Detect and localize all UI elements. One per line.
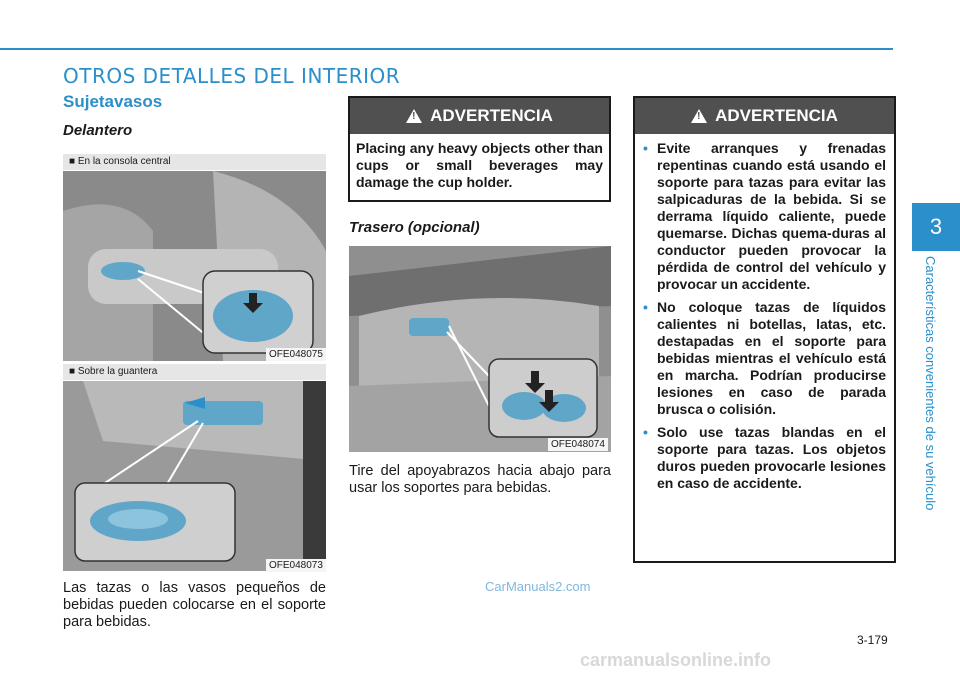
warning-item: • No coloque tazas de líquidos calientes ni botellas, latas, etc. destapadas en el soporte para bebidas mientras el vehículo está en marcha. Podrían producirse lesiones en caso de parada brusca o colisión. — [643, 299, 886, 418]
warning-box-1 — [348, 96, 611, 202]
subsection-title: Sujetavasos — [63, 92, 163, 111]
top-rule — [0, 48, 893, 50]
section-title: OTROS DETALLES DEL INTERIOR — [63, 64, 401, 88]
glovebox-cupholder-image — [63, 381, 326, 571]
warning-box-2 — [633, 96, 896, 563]
warning-triangle-icon — [406, 109, 422, 123]
rear-heading: Trasero (opcional) — [349, 219, 480, 236]
warning-list — [635, 134, 894, 504]
chapter-side-title — [905, 256, 945, 556]
watermark-2: carmanualsonline.info — [580, 650, 772, 670]
console-illustration — [63, 171, 326, 361]
warning-title-2: ADVERTENCIA — [715, 106, 838, 125]
fig1-caption: ■ En la consola central — [63, 154, 326, 170]
rear-body-text: Tire del apoyabrazos hacia abajo para usar los soportes para bebidas. — [349, 463, 611, 496]
glovebox-illustration — [63, 381, 326, 571]
warning-title-1: ADVERTENCIA — [430, 106, 553, 125]
front-body-text: Las tazas o las vasos pequeños de bebidas pueden colocarse en el soporte para bebidas. — [63, 580, 326, 630]
rear-seat-illustration — [349, 246, 611, 452]
chapter-title: Características convenientes de su vehículo — [923, 256, 938, 511]
warning-item: • Solo use tazas blandas en el soporte para tazas. Los objetos duros pueden provocarle lesiones en caso de accidente. — [643, 424, 886, 492]
console-cupholder-image — [63, 171, 326, 361]
warning-item: • Evite arranques y frenadas repentinas cuando está usando el soporte para tazas para evitar las salpicaduras de la bebida. Si se derrama líquido caliente, puede quemarse. Dichas quema-duras al conductor pueden provocar la pérdida de control del vehículo y provocar un accidente. — [643, 140, 886, 293]
warning-header-1 — [350, 98, 609, 134]
chapter-tab: 3 — [912, 203, 960, 251]
warning-triangle-icon — [691, 109, 707, 123]
rear-fig-code: OFE048074 — [548, 438, 608, 451]
fig1-code: OFE048075 — [266, 348, 326, 361]
fig2-caption: ■ Sobre la guantera — [63, 364, 326, 380]
front-heading: Delantero — [63, 122, 133, 139]
rear-armrest-image — [349, 246, 611, 452]
warning-text-1: Placing any heavy objects other than cups or small beverages may damage the cup holder. — [356, 140, 603, 190]
fig2-code: OFE048073 — [266, 559, 326, 572]
watermark: CarManuals2.com — [485, 579, 591, 594]
warning-header-2 — [635, 98, 894, 134]
page-number: 3-179 — [857, 633, 888, 647]
